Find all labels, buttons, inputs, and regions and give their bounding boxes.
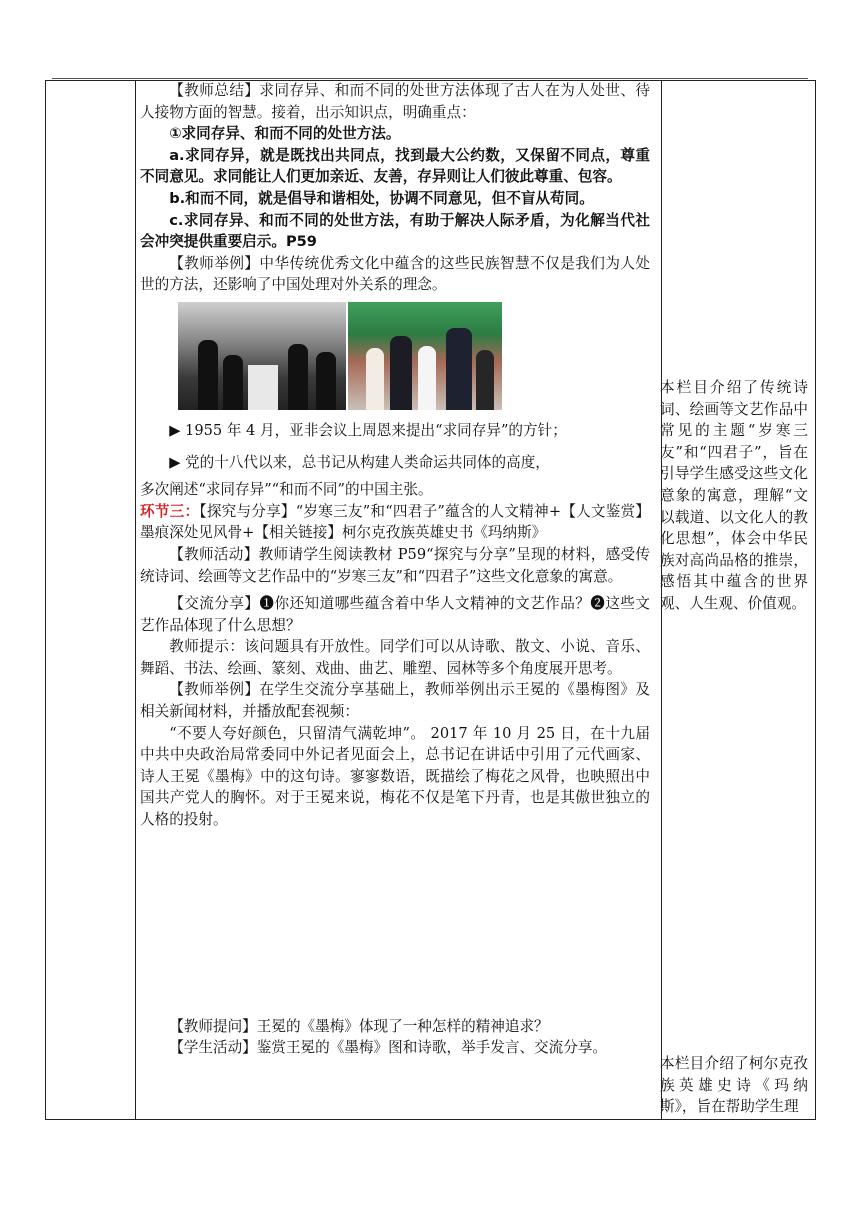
bullet-18th-congress-cont: 多次阐述“求同存异”“和而不同”的中国主张。: [140, 481, 433, 499]
knowledge-point-1: ①求同存异、和而不同的处世方法。: [169, 125, 401, 143]
blank-space: [140, 831, 650, 1016]
bandung-conference-photo: [178, 302, 346, 410]
teacher-hint: 教师提示：该问题具有开放性。同学们可以从诗歌、散文、小说、音乐、舞蹈、书法、绘画、篆刻、戏曲、曲艺、雕塑、园林等多个角度展开思考。: [140, 638, 650, 677]
teacher-activity: 【教师活动】教师请学生阅读教材 P59“探究与分享”呈现的材料，感受传统诗词、绘画等文艺作品中的“岁寒三友”和“四君子”这些文化意象的寓意。: [140, 545, 650, 585]
knowledge-point-b: b.和而不同，就是倡导和谐相处，协调不同意见，但不盲从苟同。: [169, 189, 594, 207]
teacher-example-1: 【教师举例】中华传统优秀文化中蕴含的这些民族智慧不仅是我们为人处世的方法，还影响了中国处理对外关系的理念。: [140, 254, 650, 294]
exchange-share: 【交流分享】❶你还知道哪些蕴含着中华人文精神的文艺作品？❷这些文艺作品体现了什么思想？: [140, 595, 650, 634]
knowledge-point-c: c.求同存异、和而不同的处世方法，有助于解决人际矛盾，为化解当代社会冲突提供重要启示。P59: [140, 211, 650, 251]
teacher-example-2: 【教师举例】在学生交流分享基础上，教师举例出示王冕的《墨梅图》及相关新闻材料，并播放配套视频：: [140, 681, 650, 721]
diplomatic-meeting-photo: [348, 302, 502, 410]
teacher-question: 【教师提问】王冕的《墨梅》体现了一种怎样的精神追求？: [169, 1017, 549, 1035]
bullet-1955: ▶ 1955 年 4 月，亚非会议上周恩来提出“求同存异”的方针；: [169, 421, 567, 439]
mo-mei-quote: “不要人夸好颜色，只留清气满乾坤”。 2017 年 10 月 25 日，在十九届中共中央政治局常委同中外记者见面会上，总书记在讲话中引用了元代画家、诗人王冕《墨梅》中的这句诗。寥寥数语，既描绘了梅花之风骨，也映照出中国共产党人的胸怀。对于王冕来说，梅花不仅是笔下丹青，也是其傲世独立的人格的投射。: [140, 724, 650, 829]
main-content: [140, 80, 650, 1059]
header-rule: [52, 78, 808, 79]
side-note-1: 本栏目介绍了传统诗词、绘画等文艺作品中常见的主题“岁寒三友”和“四君子”，旨在引导学生感受这些文化意象的寓意，理解“文以载道、以文化人的教化思想”，体会中华民族对高尚品格的推崇，感悟其中蕴含的世界观、人生观、价值观。: [660, 379, 808, 612]
teacher-summary: 【教师总结】求同存异、和而不同的处世方法体现了古人在为人处世、待人接物方面的智慧。接着，出示知识点，明确重点：: [140, 82, 650, 121]
section-three-text: 【探究与分享】“岁寒三友”和“四君子”蕴含的人文精神+【人文鉴赏】墨痕深处见风骨+【相关链接】柯尔克孜族英雄史书《玛纳斯》: [140, 502, 650, 542]
knowledge-point-a: a.求同存异，就是既找出共同点，找到最大公约数，又保留不同点，尊重不同意见。求同能让人们更加亲近、友善，存异则让人们彼此尊重、包容。: [140, 146, 650, 186]
student-activity: 【学生活动】鉴赏王冕的《墨梅》图和诗歌，举手发言、交流分享。: [169, 1039, 608, 1057]
section-three-label: 环节三：: [140, 502, 200, 520]
section-three: [140, 501, 650, 544]
table-column-left: [46, 81, 136, 1119]
side-note-2: 本栏目介绍了柯尔克孜族英雄史诗《玛纳斯》，旨在帮助学生理: [660, 1055, 808, 1116]
photo-pair: [178, 302, 502, 410]
bullet-18th-congress: ▶ 党的十八代以来，总书记从构建人类命运共同体的高度，: [169, 453, 550, 471]
